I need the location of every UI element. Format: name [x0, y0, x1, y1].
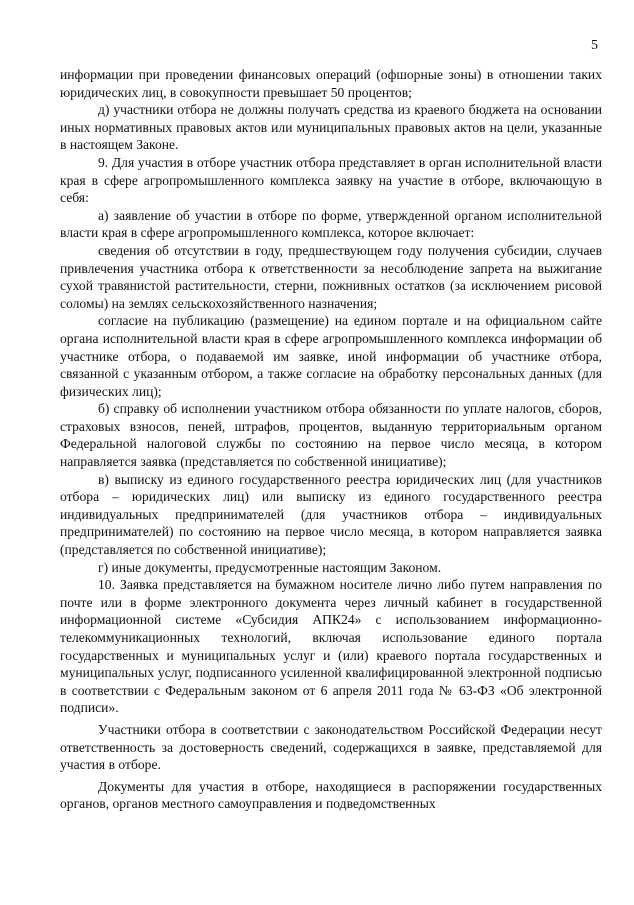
paragraph-3: 9. Для участия в отборе участник отбора представляет в орган исполнительной власти края в сфере агропромышленного комплекса заявку на участие в отборе, включающую в себя: — [60, 154, 602, 206]
page-number: 5 — [591, 38, 598, 53]
document-body — [60, 66, 602, 813]
paragraph-4: а) заявление об участии в отборе по форме, утвержденной органом исполнительной власти края в сфере агропромышленного комплекса, которое включает: — [60, 207, 602, 241]
paragraph-8: в) выписку из единого государственного реестра юридических лиц (для участников отбора – юридических лиц) или выписку из единого государственного реестра индивидуальных предпринимателей (для участников отбора – индивидуальных предпринимателей) по состоянию на первое число месяца, в котором направляется заявка (представляется по собственной инициативе); — [60, 471, 602, 558]
paragraph-6: согласие на публикацию (размещение) на едином портале и на официальном сайте органа исполнительной власти края в сфере агропромышленного комплекса информации об участнике отбора, о подаваемой им заявке, иной информации об участнике отбора, связанной с указанным отбором, а также согласие на обработку персональных данных (для физических лиц); — [60, 313, 602, 399]
paragraph-11: Участники отбора в соответствии с законодательством Российской Федерации несут ответственность за достоверность сведений, содержащихся в заявке, представляемой для участия в отборе. — [60, 721, 602, 773]
paragraph-2: д) участники отбора не должны получать средства из краевого бюджета на основании иных нормативных правовых актов или муниципальных правовых актов на цели, указанные в настоящем Законе. — [60, 102, 602, 153]
paragraph-12: Документы для участия в отборе, находящиеся в распоряжении государственных органов, органов местного самоуправления и подведомственных — [60, 778, 602, 812]
paragraph-7: б) справку об исполнении участником отбора обязанности по уплате налогов, сборов, страховых взносов, пеней, штрафов, процентов, выданную территориальным органом Федеральной налоговой службы по состоянию на первое число месяца, в котором направляется заявка (представляется по собственной инициативе); — [60, 401, 602, 470]
paragraph-5: сведения об отсутствии в году, предшествующем году получения субсидии, случаев привлечения участника отбора к ответственности за несоблюдение запрета на выжигание сухой травянистой растительности, стерни, пожнивных остатков (за исключением рисовой соломы) на землях сельскохозяйственного назначения; — [60, 242, 602, 311]
paragraph-10: 10. Заявка представляется на бумажном носителе лично либо путем направления по почте или в форме электронного документа через личный кабинет в государственной информационной системе «Субсидия АПК24» с использованием информационно-телекоммуникационных технологий, включая использование единого портала государственных и муниципальных услуг и (или) краевого портала государственных и муниципальных услуг, подписанного усиленной квалифицированной электронной подписью в соответствии с Федеральным законом от 6 апреля 2011 года № 63-ФЗ «Об электронной подписи». — [60, 577, 602, 716]
paragraph-1: информации при проведении финансовых операций (офшорные зоны) в отношении таких юридических лиц, в совокупности превышает 50 процентов; — [60, 67, 602, 100]
paragraph-9: г) иные документы, предусмотренные настоящим Законом. — [98, 559, 442, 575]
